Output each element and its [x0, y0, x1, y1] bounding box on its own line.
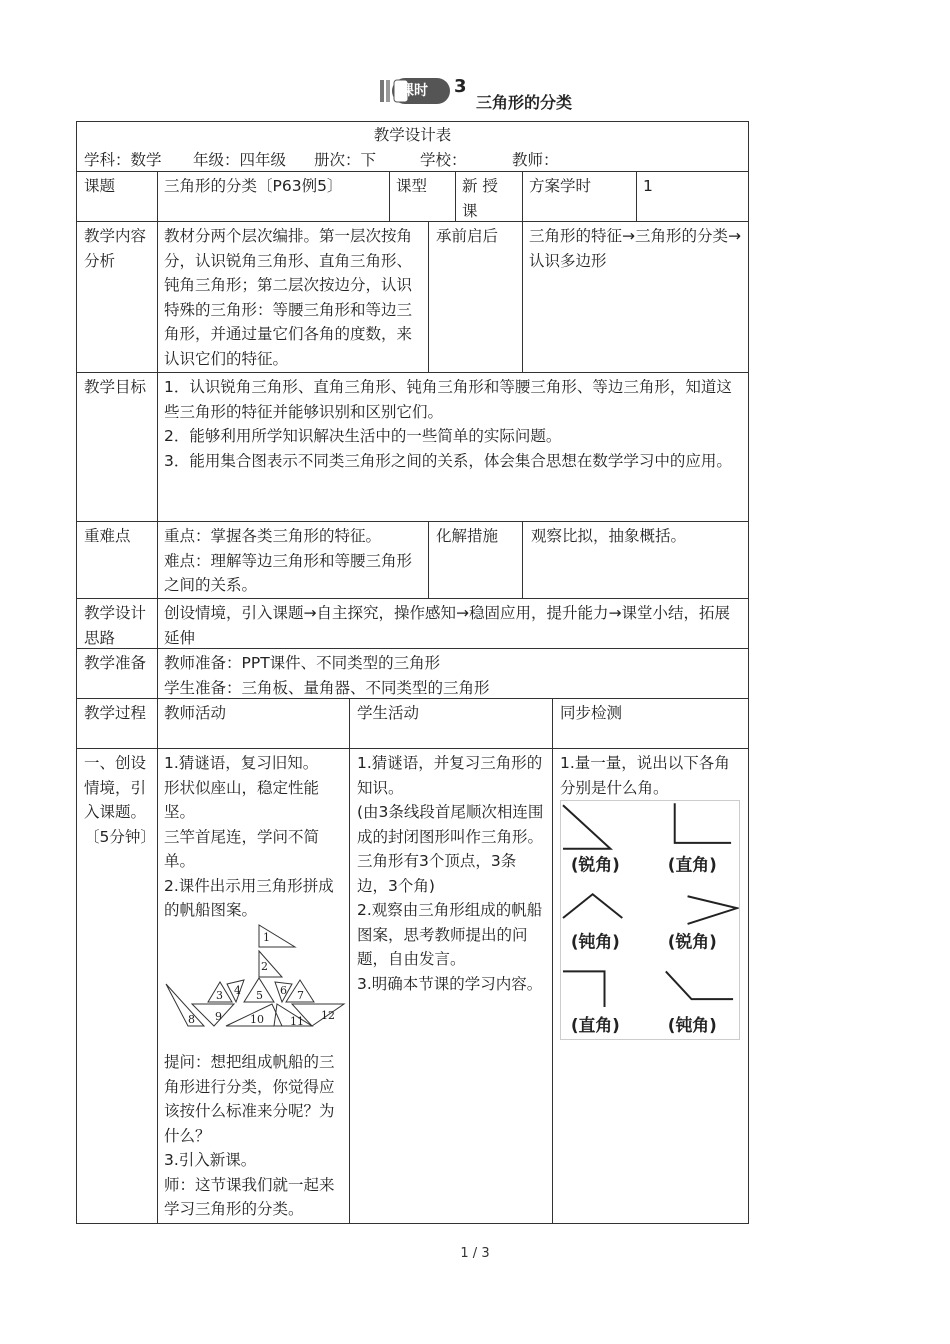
stage1-teacher-activity	[164, 751, 344, 923]
student-step: 2.观察由三角形组成的帆船图案，思考教师提出的问题，自由发言。	[357, 901, 543, 968]
teacher-preparation: 教师准备：PPT课件、不同类型的三角形	[164, 654, 441, 672]
teacher-step: 师：这节课我们就一起来学习三角形的分类。	[164, 1175, 335, 1218]
boat-number: 8	[188, 1013, 195, 1026]
type-value: 新 授 课	[462, 177, 498, 220]
boat-number: 5	[256, 989, 263, 1002]
student-preparation: 学生准备：三角板、量角器、不同类型的三角形	[164, 678, 490, 697]
boat-number: 1	[263, 931, 270, 944]
stage1-teacher-questions	[164, 1050, 344, 1222]
boat-number: 11	[290, 1015, 304, 1028]
boat-number: 4	[234, 984, 241, 997]
lesson-number: 3	[454, 76, 467, 97]
topic-label: 课题	[84, 177, 116, 195]
link-text: 三角形的特征→三角形的分类→认识多边形	[529, 227, 741, 270]
objective-item: 3．能用集合图表示不同类三角形之间的关系，体会集合思想在数学学习中的应用。	[164, 451, 732, 470]
content-analysis-text: 教材分两个层次编排。第一层次按角分，认识锐角三角形、直角三角形、钝角三角形；第二层次按边分，认识特殊的三角形：等腰三角形和等边三角形，并通过量它们各角的度数，来认识它们的特征。	[164, 227, 413, 368]
design-idea-label: 教学设计思路	[84, 604, 147, 647]
acute-angle-icon	[563, 805, 610, 849]
lesson-header	[0, 74, 950, 114]
boat-triangle	[166, 984, 204, 1026]
preparation-text	[164, 651, 744, 700]
content-analysis-label: 教学内容分析	[84, 227, 147, 270]
key-points-text	[164, 524, 422, 598]
boat-triangle	[192, 1004, 234, 1026]
teacher-step: 3.引入新课。	[164, 1151, 257, 1169]
boat-number: 7	[297, 989, 304, 1002]
teacher-step: 1.猜谜语，复习旧知。	[164, 754, 319, 772]
preparation-label: 教学准备	[84, 654, 147, 672]
obtuse-angle-icon	[666, 971, 733, 999]
page-number: 1 / 3	[460, 1246, 490, 1261]
boat-number: 2	[261, 960, 268, 973]
angle-answer: (钝角)	[667, 1014, 717, 1035]
check-prompt: 1.量一量，说出以下各角分别是什么角。	[560, 754, 730, 797]
hours-value: 1	[643, 177, 653, 195]
measures-text: 观察比拟，抽象概括。	[531, 527, 687, 545]
teacher-step: 2.课件出示用三角形拼成的帆船图案。	[164, 876, 334, 919]
boat-labels	[188, 931, 335, 1028]
angle-answer: (直角)	[570, 1014, 620, 1035]
meta-subject: 学科：数学	[84, 151, 162, 169]
boat-number: 6	[280, 984, 287, 997]
table-heading: 教学设计表	[373, 126, 452, 144]
acute-angle-icon	[688, 896, 737, 924]
measures-label: 化解措施	[436, 527, 499, 545]
student-step: (由3条线段首尾顺次相连围成的封闭图形叫作三角形。三角形有3个顶点，3条边，3个角)	[357, 803, 544, 895]
student-step: 1.猜谜语，并复习三角形的知识。	[357, 754, 543, 797]
angle-exercise	[560, 800, 740, 1040]
difficult-point: 难点：理解等边三角形和等腰三角形之间的关系。	[164, 551, 413, 594]
lesson-badge-label: 课时	[400, 83, 428, 99]
boat-number: 10	[250, 1013, 264, 1026]
student-step: 3.明确本节课的学习内容。	[357, 974, 543, 993]
angle-answer: (直角)	[667, 854, 717, 875]
page-title: 三角形的分类	[476, 93, 573, 112]
col-sync-check: 同步检测	[560, 704, 623, 722]
objectives-list	[164, 375, 744, 473]
link-label: 承前启后	[436, 227, 499, 245]
key-points-label: 重难点	[84, 527, 131, 545]
teacher-step: 提问：想把组成帆船的三角形进行分类，你觉得应该按什么标准来分呢？为什么？	[164, 1053, 335, 1145]
meta-grade: 年级：四年级	[193, 151, 287, 169]
meta-school: 学校：	[420, 151, 467, 169]
col-teacher-activity: 教师活动	[164, 704, 227, 722]
topic-value: 三角形的分类〔P63例5〕	[164, 177, 343, 195]
boat-number: 9	[215, 1010, 222, 1023]
col-student-activity: 学生活动	[357, 704, 420, 722]
type-label: 课型	[396, 177, 428, 195]
objectives-label: 教学目标	[84, 378, 147, 396]
angle-answer: (锐角)	[570, 854, 620, 875]
sailboat-triangles	[166, 925, 344, 1026]
right-angle-icon	[675, 803, 731, 843]
obtuse-angle-icon	[563, 894, 622, 918]
key-point: 重点：掌握各类三角形的特征。	[164, 527, 382, 545]
angle-answer: (锐角)	[667, 931, 717, 952]
meta-teacher: 教师：	[512, 151, 559, 169]
angle-answer: (钝角)	[570, 931, 620, 952]
teacher-step: 形状似座山，稳定性能坚。	[164, 778, 320, 821]
boat-number: 3	[216, 989, 223, 1002]
design-idea-text: 创设情境，引入课题→自主探究，操作感知→稳固应用，提升能力→课堂小结，拓展延伸	[164, 604, 730, 647]
objective-item: 1．认识锐角三角形、直角三角形、钝角三角形和等腰三角形、等边三角形，知道这些三角形的特征并能够识别和区别它们。	[164, 378, 732, 421]
stage1-student-activity	[357, 751, 547, 996]
right-angle-icon	[563, 971, 605, 1007]
boat-number: 12	[321, 1009, 335, 1022]
process-label: 教学过程	[84, 704, 147, 722]
sailboat-figure	[162, 922, 348, 1032]
objective-item: 2．能够利用所学知识解决生活中的一些简单的实际问题。	[164, 427, 562, 445]
meta-volume: 册次：下	[314, 151, 377, 169]
hours-label: 方案学时	[529, 177, 592, 195]
stage1-label: 一、创设情境，引入课题。〔5分钟〕	[84, 754, 156, 846]
teacher-step: 三竿首尾连，学问不简单。	[164, 827, 320, 870]
